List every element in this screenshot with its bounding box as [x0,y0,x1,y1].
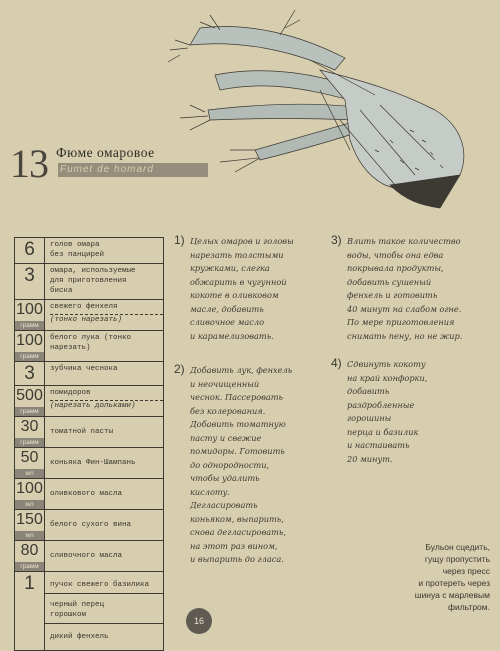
ingredient-unit: грамм [15,438,44,447]
step-text: Целых омаров и головы нарезать толстыми кружками, слегка обжарить в чугунной кокоте в оливковом масле, добавить сливочное масло и карамелизовать. [190,236,294,341]
ingredient-unit: грамм [15,352,44,361]
ingredient-qty: 150 [16,511,43,528]
ingredient-unit: мл [15,531,44,540]
ingredient-row [15,448,163,479]
ingredient-row [15,362,163,386]
ingredient-row [15,331,163,362]
step-number: 3) [331,233,342,247]
ingredient-row [15,572,163,651]
ingredient-qty: 3 [24,265,35,286]
ingredient-desc-2: черный перец горошком [45,594,163,624]
ingredient-unit: грамм [15,407,44,416]
ingredient-unit: мл [15,500,44,509]
ingredient-row [15,386,163,417]
ingredient-row [15,238,163,264]
ingredient-row [15,300,163,331]
ingredient-qty: 30 [20,418,39,435]
straining-note: Бульон сцедить, гущу пропустить через пресс и протереть через шинуа с марлевым фильтром. [414,542,490,612]
ingredient-desc: зубчика чеснока [50,365,118,373]
ingredient-row [15,417,163,448]
ingredient-qty: 50 [20,449,39,466]
ingredient-desc: свежего фенхеля [50,302,163,315]
recipe-number: 13 [10,141,48,186]
ingredient-qty: 500 [16,387,43,404]
recipe-subtitle: Fumet de homard [58,163,208,177]
ingredient-row [15,264,163,300]
step-number: 1) [174,233,185,247]
step-number: 4) [331,356,342,370]
ingredient-row [15,541,163,572]
ingredient-desc: белого сухого вина [50,521,132,529]
ingredient-qty: 100 [16,301,43,318]
step-text: Сдвинуть кокоту на край конфорки, добавить раздробленные горошины перца и базилик и настаивать 20 минут. [347,359,428,464]
step-text: Влить такое количество воды, чтобы она едва покрывала продукты, добавить сушеный фенхель и готовить 40 минут на слабом огне. По мере приготовления снимать пену, но не жир. [347,236,463,341]
ingredient-unit: грамм [15,562,44,571]
ingredient-desc: оливкового масла [50,490,123,498]
ingredient-desc: сливочного масла [50,552,123,560]
ingredient-row [15,479,163,510]
ingredient-qty: 100 [16,480,43,497]
ingredient-qty: 100 [16,332,43,349]
ingredient-unit: грамм [15,321,44,330]
ingredient-row [15,510,163,541]
ingredient-qty: 3 [24,363,35,384]
ingredient-desc: белого лука (тонко нарезать) [50,334,132,352]
hand-branches-illustration [160,0,500,210]
step-text: Добавить лук, фенхель и неочищенный чеснок. Пассеровать без колерования. Добавить томатную пасту и свежие помидоры. Готовить до однородности, чтобы удалить кислоту. Дегласировать коньяком, выпарить, снова дегласировать, на этот раз вином, и выпарить до гласа. [190,365,293,564]
ingredient-note: (тонко нарезать) [50,316,123,324]
step-number: 2) [174,362,185,376]
ingredient-desc: помидоров [50,388,163,401]
ingredient-unit: мл [15,469,44,478]
ingredients-table [14,237,164,651]
ingredient-qty: 6 [24,239,35,260]
ingredient-qty: 1 [24,573,35,594]
ingredient-desc: коньяка Фин-Шампань [50,459,136,467]
ingredient-desc: голов омара без панцирей [50,241,105,259]
ingredient-note: (нарезать дольками) [50,402,136,410]
recipe-title: Фюме омаровое [56,145,155,160]
page-number: 16 [186,608,212,634]
ingredient-desc: пучок свежего базилика [45,572,163,594]
ingredient-desc: томатной пасты [50,428,114,436]
ingredient-desc: омара, используемые для приготовления биска [50,267,136,295]
ingredient-desc-3: дикий фенхель [50,633,109,641]
ingredient-qty: 80 [20,542,39,559]
